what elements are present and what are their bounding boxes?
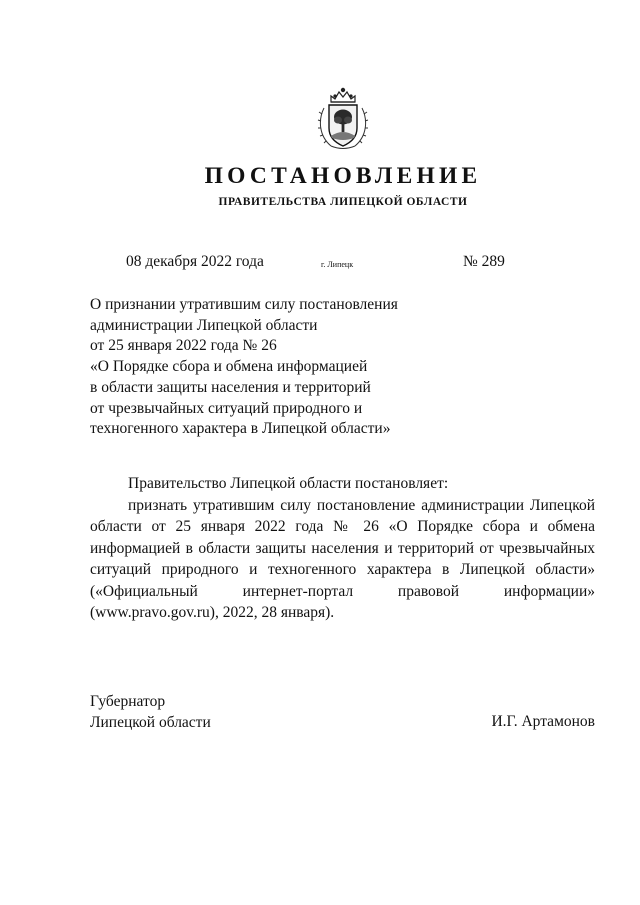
heading-line: администрации Липецкой области	[90, 316, 318, 334]
heading-line: «О Порядке сбора и обмена информацией	[90, 358, 368, 376]
document-body	[90, 473, 595, 624]
signature-position-line: Губернатор	[90, 693, 166, 710]
document-subtitle: ПРАВИТЕЛЬСТВА ЛИПЕЦКОЙ ОБЛАСТИ	[218, 196, 468, 208]
document-heading	[90, 295, 430, 440]
document-date: 08 декабря 2022 года	[126, 253, 264, 270]
signature-position-line: Липецкой области	[90, 713, 211, 731]
heading-line: О признании утратившим силу постановления	[90, 296, 398, 313]
heading-line: в области защиты населения и территорий	[90, 378, 371, 396]
document-number: № 289	[463, 253, 505, 270]
document-city: г. Липецк	[321, 260, 354, 269]
preamble-paragraph: Правительство Липецкой области постановляет:	[128, 475, 449, 492]
heading-line: от 25 января 2022 года № 26	[90, 337, 277, 355]
heading-line: от чрезвычайных ситуаций природного и	[90, 399, 363, 417]
heading-line: техногенного характера в Липецкой области»	[90, 420, 391, 438]
signature-position	[90, 692, 211, 733]
signatory-name: И.Г. Артамонов	[491, 713, 595, 730]
resolution-paragraph: признать утратившим силу постановление администрации Липецкой области от 25 января 2022 года № 26 «О Порядке сбора и обмена информацией в области защиты населения и территорий от чрезвычайных ситуаций природного и техногенного характера в Липецкой области» («Официальный интернет-портал правовой информации» (www.pravo.gov.ru), 2022, 28 января).	[90, 496, 595, 621]
document-title: ПОСТАНОВЛЕНИЕ	[204, 163, 482, 189]
lipetsk-region-coat-of-arms-icon	[314, 86, 372, 152]
